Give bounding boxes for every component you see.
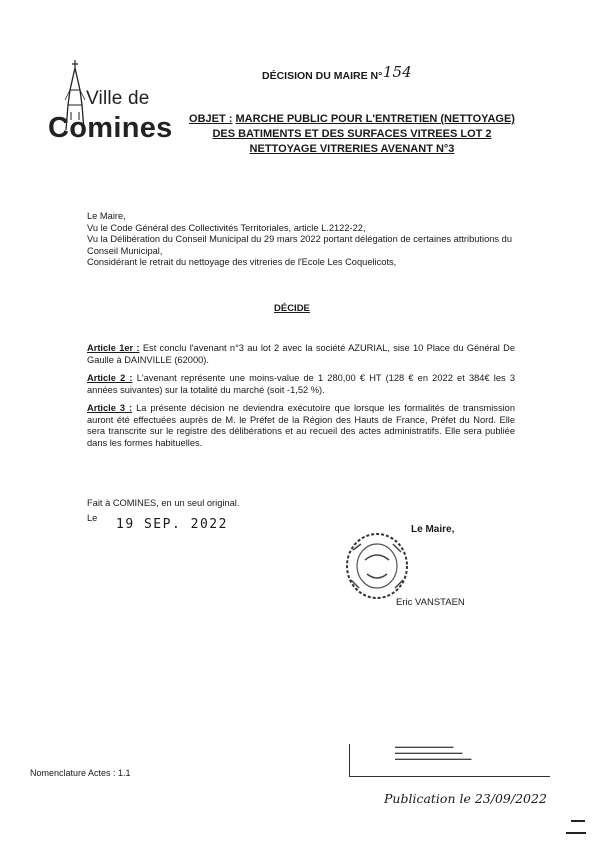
- le-label: Le: [87, 513, 98, 523]
- comines-logo: [48, 60, 178, 150]
- logo-comines: Comines: [48, 112, 173, 144]
- preamble-line: Le Maire,: [87, 211, 126, 221]
- official-seal-icon: [343, 530, 411, 602]
- decide-heading: DÉCIDE: [274, 303, 310, 314]
- article-text: Est conclu l'avenant n°3 au lot 2 avec la société AZURIAL, sise 10 Place du Général De Gaulle à DAINVILLE (62000).: [87, 343, 516, 365]
- date-stamp: 19 SEP. 2022: [116, 517, 228, 532]
- preamble-line: Vu la Délibération du Conseil Municipal du 29 mars 2022 portant délégation de certaines attributions du Conseil Municipal,: [87, 234, 512, 256]
- article-text: La présente décision ne deviendra exécutoire que lorsque les formalités de transmission auront été effectuées auprès de M. le Préfet de la Région des Hauts de France, Préfet du Nord. Elle sera transcrite sur le registre des délibérations et au recueil des actes administratifs. Elle sera publiée dans les formes habituelles.: [87, 403, 515, 448]
- edge-mark: [566, 832, 586, 834]
- article-label: Article 3 :: [87, 403, 133, 413]
- stamp-line: ▬▬▬▬▬▬▬▬▬▬▬▬▬▬▬▬▬: [395, 756, 472, 761]
- preamble-line: Considérant le retrait du nettoyage des vitreries de l'Ecole Les Coquelicots,: [87, 257, 397, 267]
- objet-label: OBJET :: [189, 113, 233, 125]
- article-3: [87, 403, 515, 449]
- preamble-line: Vu le Code Général des Collectivités Territoriales, article L.2122-22,: [87, 222, 366, 233]
- nomenclature-actes: Nomenclature Actes : 1.1: [30, 768, 131, 778]
- article-label: Article 1er :: [87, 343, 140, 353]
- signer-name: Eric VANSTAEN: [396, 597, 465, 608]
- le-maire-label: Le Maire,: [411, 524, 455, 535]
- articles: [87, 343, 515, 456]
- publication-date: Publication le 23/09/2022: [384, 791, 547, 806]
- stamp-line: ▬▬▬▬▬▬▬▬▬▬▬▬▬: [395, 744, 454, 749]
- prefecture-receipt-stamp: [349, 744, 550, 777]
- stamp-line: ▬▬▬▬▬▬▬▬▬▬▬▬▬▬▬: [395, 750, 463, 755]
- article-text: L'avenant représente une moins-value de 1 280,00 € HT (128 € en 2022 et 384€ les 3 années suivantes) sur la totalité du marché (soit -1,52 %).: [87, 373, 515, 395]
- objet-block: [182, 112, 522, 157]
- decision-title: DÉCISION DU MAIRE N°: [262, 70, 383, 82]
- article-label: Article 2 :: [87, 373, 133, 383]
- fait-a-comines: Fait à COMINES, en un seul original.: [87, 498, 240, 508]
- edge-mark: [571, 820, 585, 822]
- article-2: [87, 373, 515, 396]
- decision-number: 154: [383, 63, 412, 81]
- objet-text: MARCHE PUBLIC POUR L'ENTRETIEN (NETTOYAGE) DES BATIMENTS ET DES SURFACES VITREES LOT 2 NETTOYAGE VITRERIES AVENANT N°3: [212, 113, 515, 155]
- logo-ville-de: Ville de: [86, 88, 150, 109]
- preamble: [87, 211, 517, 269]
- article-1: [87, 343, 515, 366]
